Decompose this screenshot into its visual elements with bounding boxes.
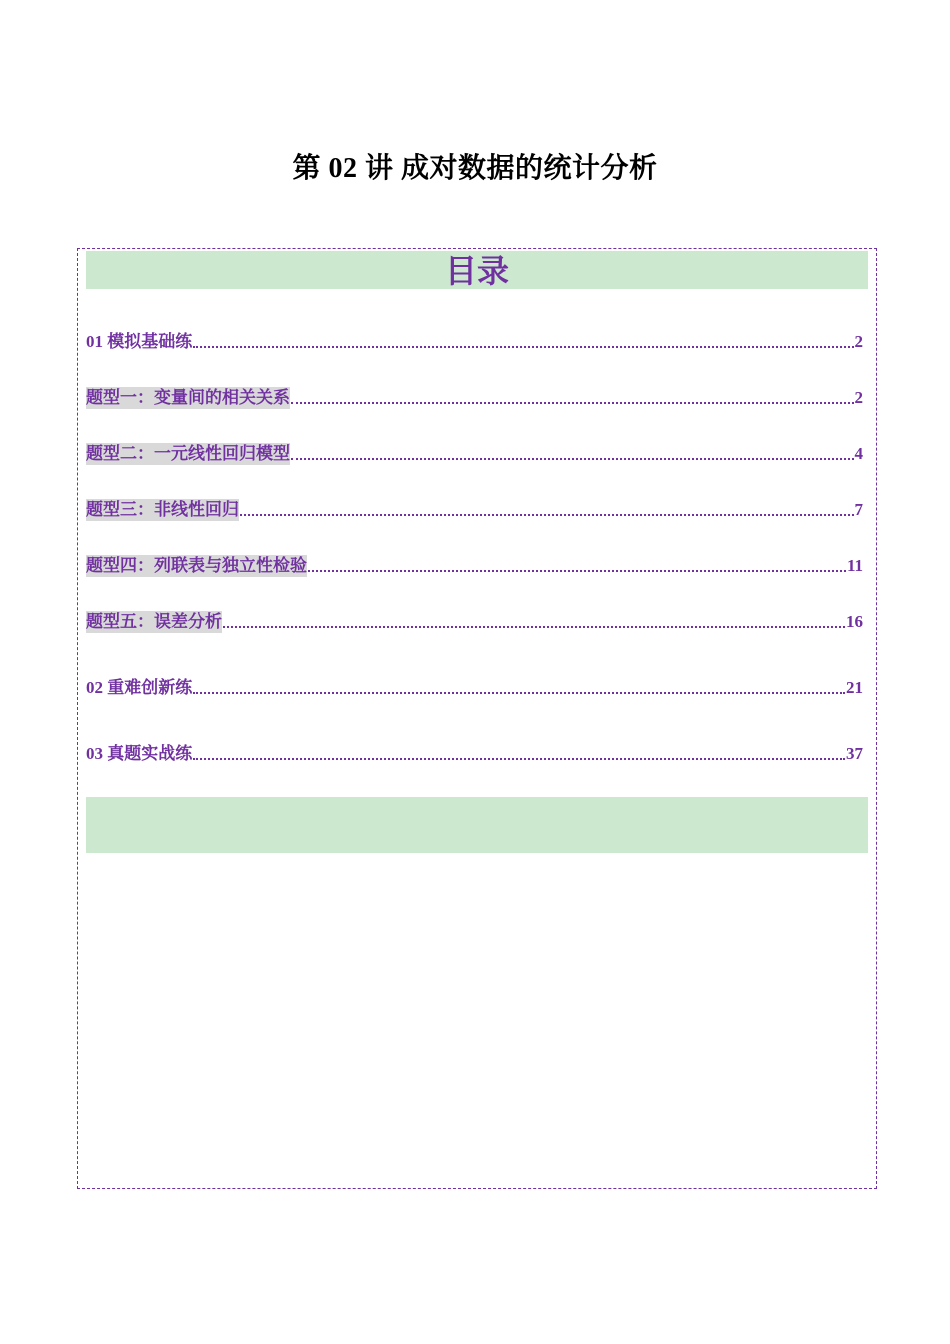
toc-footer-band	[86, 797, 868, 853]
toc-entry-page: 21	[846, 678, 863, 697]
toc-entry-type-1[interactable]	[86, 385, 863, 409]
toc-entry-type-4[interactable]	[86, 553, 863, 577]
toc-entry-section-01[interactable]	[86, 329, 863, 353]
toc-entry-label: 题型三：非线性回归	[86, 500, 239, 519]
toc-entry-page: 4	[854, 444, 863, 463]
toc-entry-label: 题型四：列联表与独立性检验	[86, 556, 307, 575]
toc-entry-label: 01 模拟基础练	[86, 332, 193, 351]
toc-entry-page: 2	[854, 388, 863, 407]
toc-leader-dots	[223, 625, 845, 628]
toc-entry-page: 2	[854, 332, 863, 351]
toc-entry-label: 02 重难创新练	[86, 678, 193, 697]
toc-entry-type-3[interactable]	[86, 497, 863, 521]
toc-entry-page: 11	[846, 556, 863, 575]
toc-entry-type-2[interactable]	[86, 441, 863, 465]
toc-leader-dots	[240, 513, 854, 516]
toc-leader-dots	[291, 401, 854, 404]
toc-heading: 目录	[86, 251, 868, 289]
toc-leader-dots	[193, 691, 845, 694]
toc-frame	[77, 248, 877, 1189]
toc-entry-label: 题型五：误差分析	[86, 612, 222, 631]
toc-entry-label: 03 真题实战练	[86, 744, 193, 763]
toc-entry-page: 7	[854, 500, 863, 519]
toc-entry-type-5[interactable]	[86, 609, 863, 633]
page-title: 第 02 讲 成对数据的统计分析	[292, 153, 658, 184]
toc-leader-dots	[308, 569, 846, 572]
toc-entry-page: 16	[846, 612, 863, 631]
toc-leader-dots	[291, 457, 854, 460]
toc-entry-page: 37	[846, 744, 863, 763]
toc-entry-label: 题型一：变量间的相关关系	[86, 388, 290, 407]
toc-entry-section-02[interactable]	[86, 675, 863, 699]
toc-entry-label: 题型二：一元线性回归模型	[86, 444, 290, 463]
toc-entry-section-03[interactable]	[86, 741, 863, 765]
toc-leader-dots	[193, 757, 845, 760]
toc-leader-dots	[193, 345, 853, 348]
